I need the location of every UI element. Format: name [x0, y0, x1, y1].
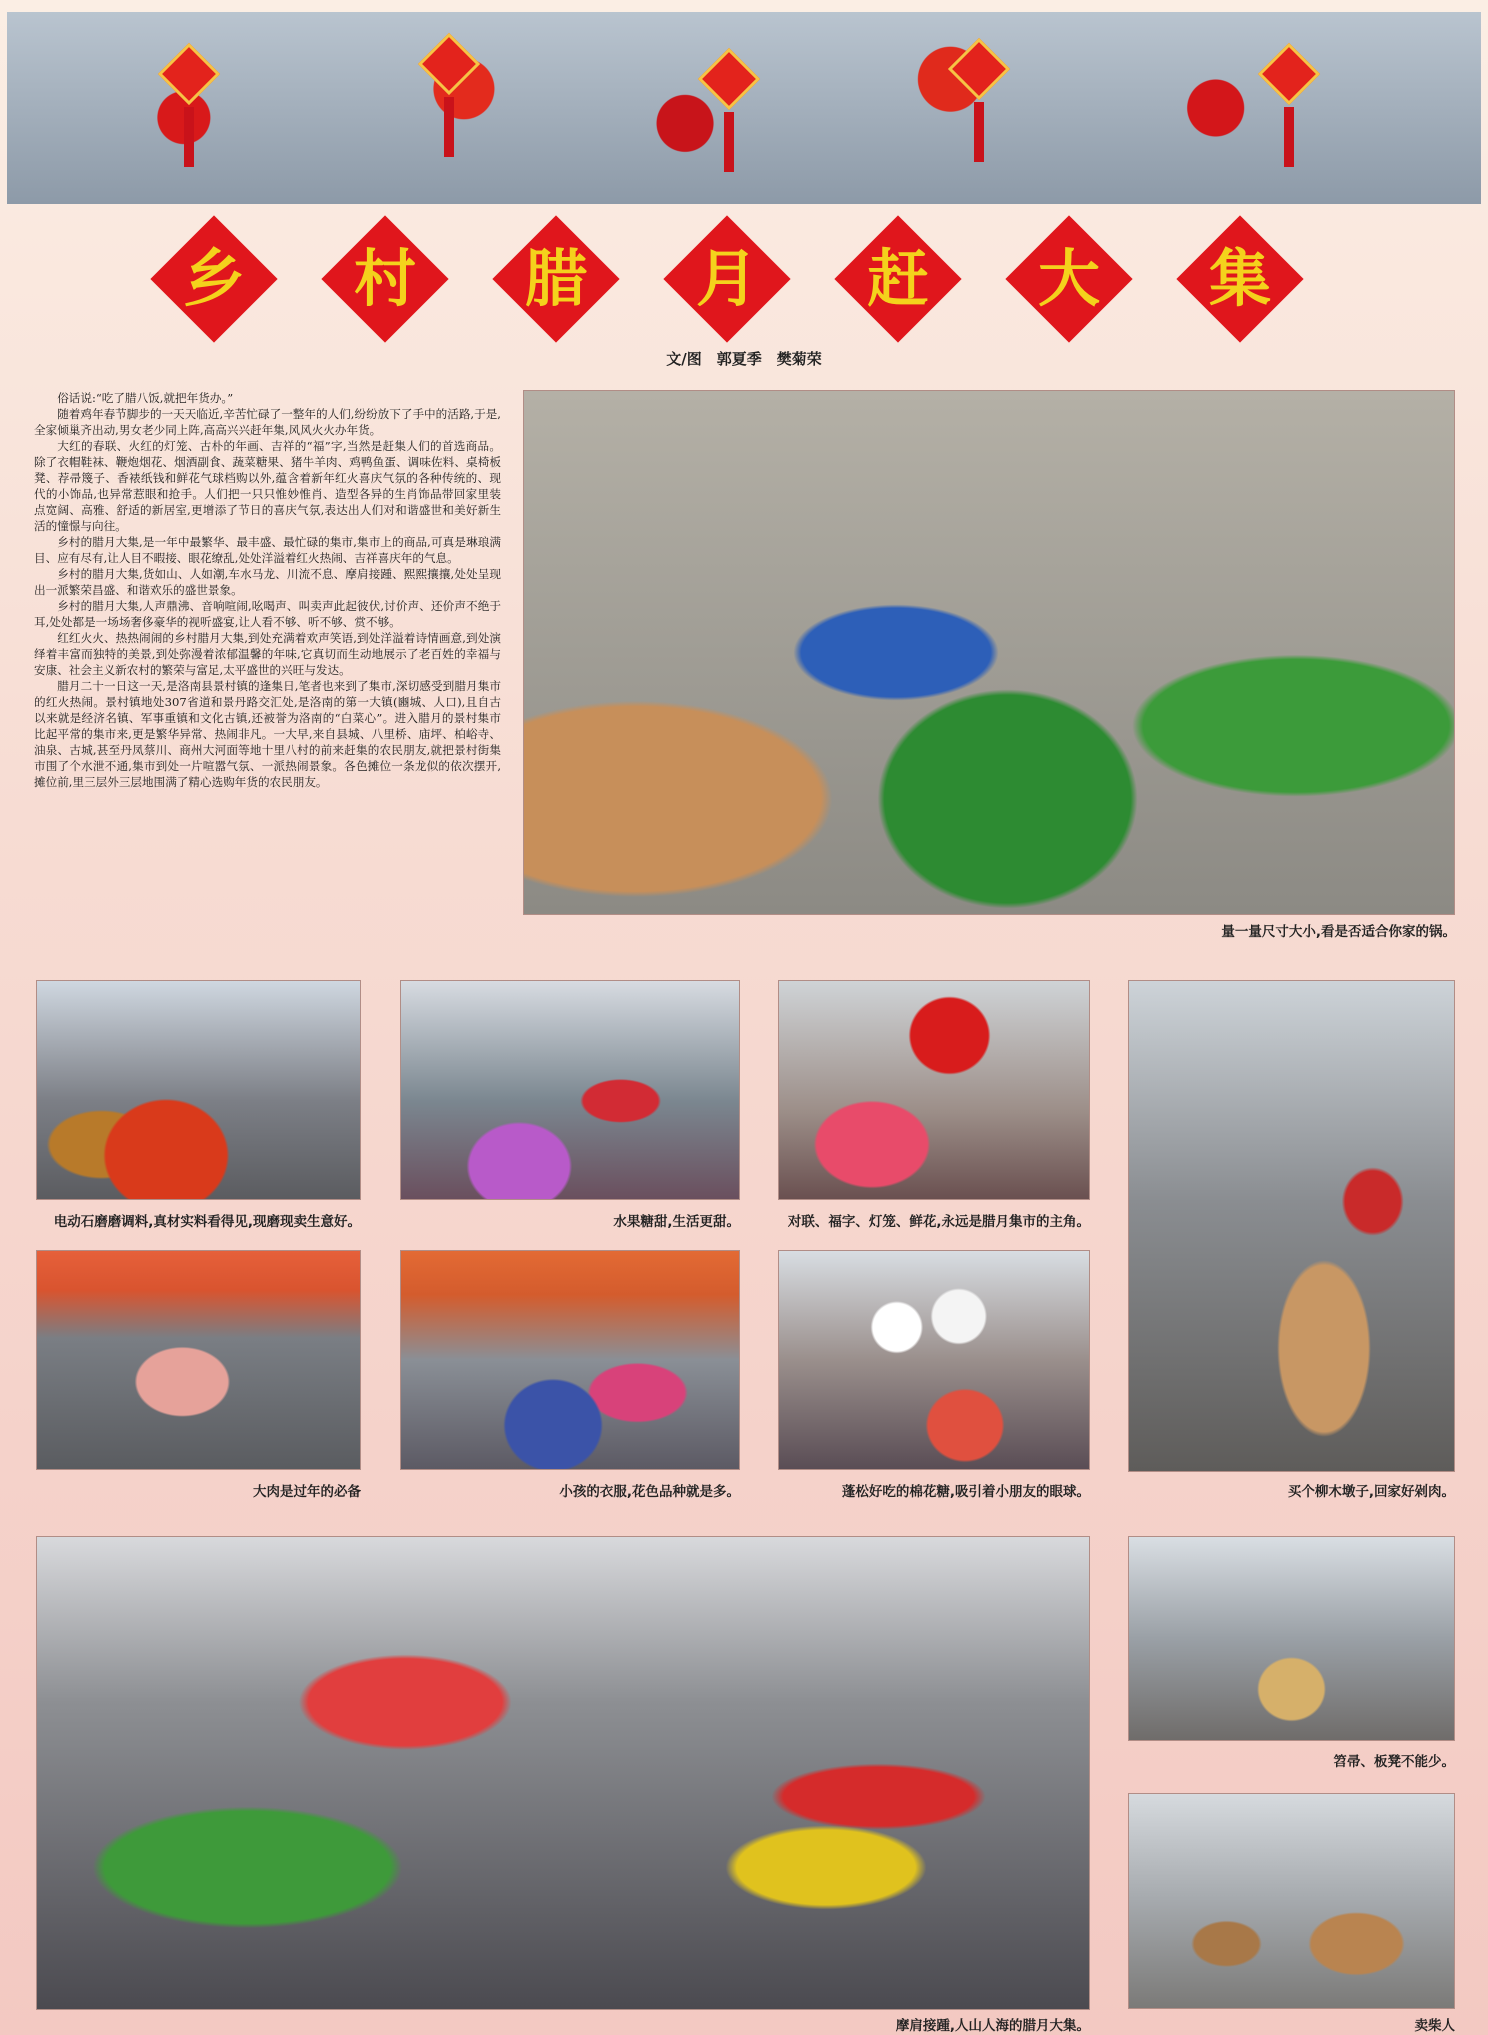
photo-pork-stall — [36, 1250, 361, 1470]
photo-children-clothes — [400, 1250, 740, 1470]
photo-caption: 大肉是过年的必备 — [253, 1484, 361, 1500]
photo-caption: 笤帚、板凳不能少。 — [1333, 1754, 1455, 1770]
photo-caption: 摩肩接踵,人山人海的腊月大集。 — [895, 2018, 1090, 2034]
article-body — [34, 390, 501, 790]
chinese-knot-ornament — [698, 48, 760, 110]
article-paragraph: 红红火火、热热闹闹的乡村腊月大集,到处充满着欢声笑语,到处洋溢着诗情画意,到处演绎着丰富而独特的美景,到处弥漫着浓郁温馨的年味,它真切而生动地展示了老百姓的幸福与安康、社会主义新农村的繁荣与富足,太平盛世的兴旺与发达。 — [34, 631, 501, 677]
article-paragraph: 腊月二十一日这一天,是洛南县景村镇的逢集日,笔者也来到了集市,深切感受到腊月集市的红火热闹。景村镇地处307省道和景丹路交汇处,是洛南的第一大镇(豳城、人口),且自古以来就是经济名镇、军事重镇和文化古镇,还被誉为洛南的“白菜心”。进入腊月的景村集市比起平常的集市来,更是繁华异常、热闹非凡。一大早,来自县城、八里桥、庙坪、柏峪寺、油泉、古城,甚至丹凤蔡川、商州大河面等地十里八村的前来赶集的农民朋友,就把景村街集市围了个水泄不通,集市到处一片喧嚣气氛、一派热闹景象。各色摊位一条龙似的依次摆开,摊位前,里三层外三层地围满了精心选购年货的农民朋友。 — [34, 679, 501, 789]
chinese-knot-ornament — [948, 38, 1010, 100]
tassel-ornament — [184, 107, 194, 167]
chinese-knot-ornament — [1258, 43, 1320, 105]
photo-couplets-flowers — [778, 980, 1090, 1200]
byline: 文/图 郭夏季 樊菊荣 — [666, 350, 822, 368]
article-paragraph: 随着鸡年春节脚步的一天天临近,辛苦忙碌了一整年的人们,纷纷放下了手中的活路,于是,全家倾巢齐出动,男女老少同上阵,高高兴兴赶年集,风风火火办年货。 — [34, 407, 501, 437]
photo-caption: 买个柳木墩子,回家好剁肉。 — [1287, 1484, 1455, 1500]
photo-brooms-stools — [1128, 1536, 1455, 1741]
article-paragraph: 乡村的腊月大集,是一年中最繁华、最丰盛、最忙碌的集市,集市上的商品,可真是琳琅满目、应有尽有,让人目不暇接、眼花缭乱,处处洋溢着红火热闹、吉祥喜庆年的气息。 — [34, 535, 501, 565]
article-paragraph: 俗话说:“吃了腊八饭,就把年货办。” — [57, 391, 234, 405]
title-char: 腊 — [492, 215, 620, 343]
article-paragraph: 大红的春联、火红的灯笼、古朴的年画、吉祥的“福”字,当然是赶集人们的首选商品。除了衣帽鞋袜、鞭炮烟花、烟酒副食、蔬菜糖果、猪牛羊肉、鸡鸭鱼蛋、调味佐料、桌椅板凳、荐帚篾子、香裱纸钱和鲜花气球档购以外,蕴含着新年红火喜庆气氛的各种传统的、现代的小饰品,也异常惹眼和抢手。人们把一只只惟妙惟肖、造型各异的生肖饰品带回家里装点宽阔、高雅、舒适的新居室,更增添了节日的喜庆气氛,表达出人们对和谐盛世和美好新生活的憧憬与向往。 — [34, 439, 501, 533]
title-char: 村 — [321, 215, 449, 343]
tassel-ornament — [444, 97, 454, 157]
photo-market-crowd — [36, 1536, 1090, 2010]
chinese-knot-ornament — [418, 33, 480, 95]
tassel-ornament — [1284, 107, 1294, 167]
banner-photo — [7, 12, 1481, 204]
photo-firewood-seller — [1128, 1793, 1455, 2009]
photo-caption: 量一量尺寸大小,看是否适合你家的锅。 — [1221, 924, 1456, 940]
title-char: 月 — [663, 215, 791, 343]
article-paragraph: 乡村的腊月大集,货如山、人如潮,车水马龙、川流不息、摩肩接踵、熙熙攘攘,处处呈现出一派繁荣昌盛、和谐欢乐的盛世景象。 — [34, 567, 501, 597]
photo-bamboo-lids — [523, 390, 1455, 915]
tassel-ornament — [974, 102, 984, 162]
photo-cotton-candy — [778, 1250, 1090, 1470]
title-char: 赶 — [834, 215, 962, 343]
photo-caption: 对联、福字、灯笼、鲜花,永远是腊月集市的主角。 — [787, 1214, 1090, 1230]
title-char: 乡 — [150, 215, 278, 343]
tassel-ornament — [724, 112, 734, 172]
page-title — [150, 205, 1370, 333]
chinese-knot-ornament — [158, 43, 220, 105]
photo-spice-mill — [36, 980, 361, 1200]
photo-fruit-candy — [400, 980, 740, 1200]
photo-caption: 水果糖甜,生活更甜。 — [613, 1214, 740, 1230]
title-char: 集 — [1176, 215, 1304, 343]
photo-caption: 小孩的衣服,花色品种就是多。 — [559, 1484, 740, 1500]
title-char: 大 — [1005, 215, 1133, 343]
photo-caption: 卖柴人 — [1414, 2018, 1455, 2034]
article-paragraph: 乡村的腊月大集,人声鼎沸、音响喧闹,吆喝声、叫卖声此起彼伏,讨价声、还价声不绝于耳,处处都是一场场奢侈豪华的视听盛宴,让人看不够、听不够、赏不够。 — [34, 599, 501, 629]
photo-caption: 电动石磨磨调料,真材实料看得见,现磨现卖生意好。 — [53, 1214, 361, 1230]
photo-caption: 蓬松好吃的棉花糖,吸引着小朋友的眼球。 — [841, 1484, 1090, 1500]
photo-willow-stumps — [1128, 980, 1455, 1472]
